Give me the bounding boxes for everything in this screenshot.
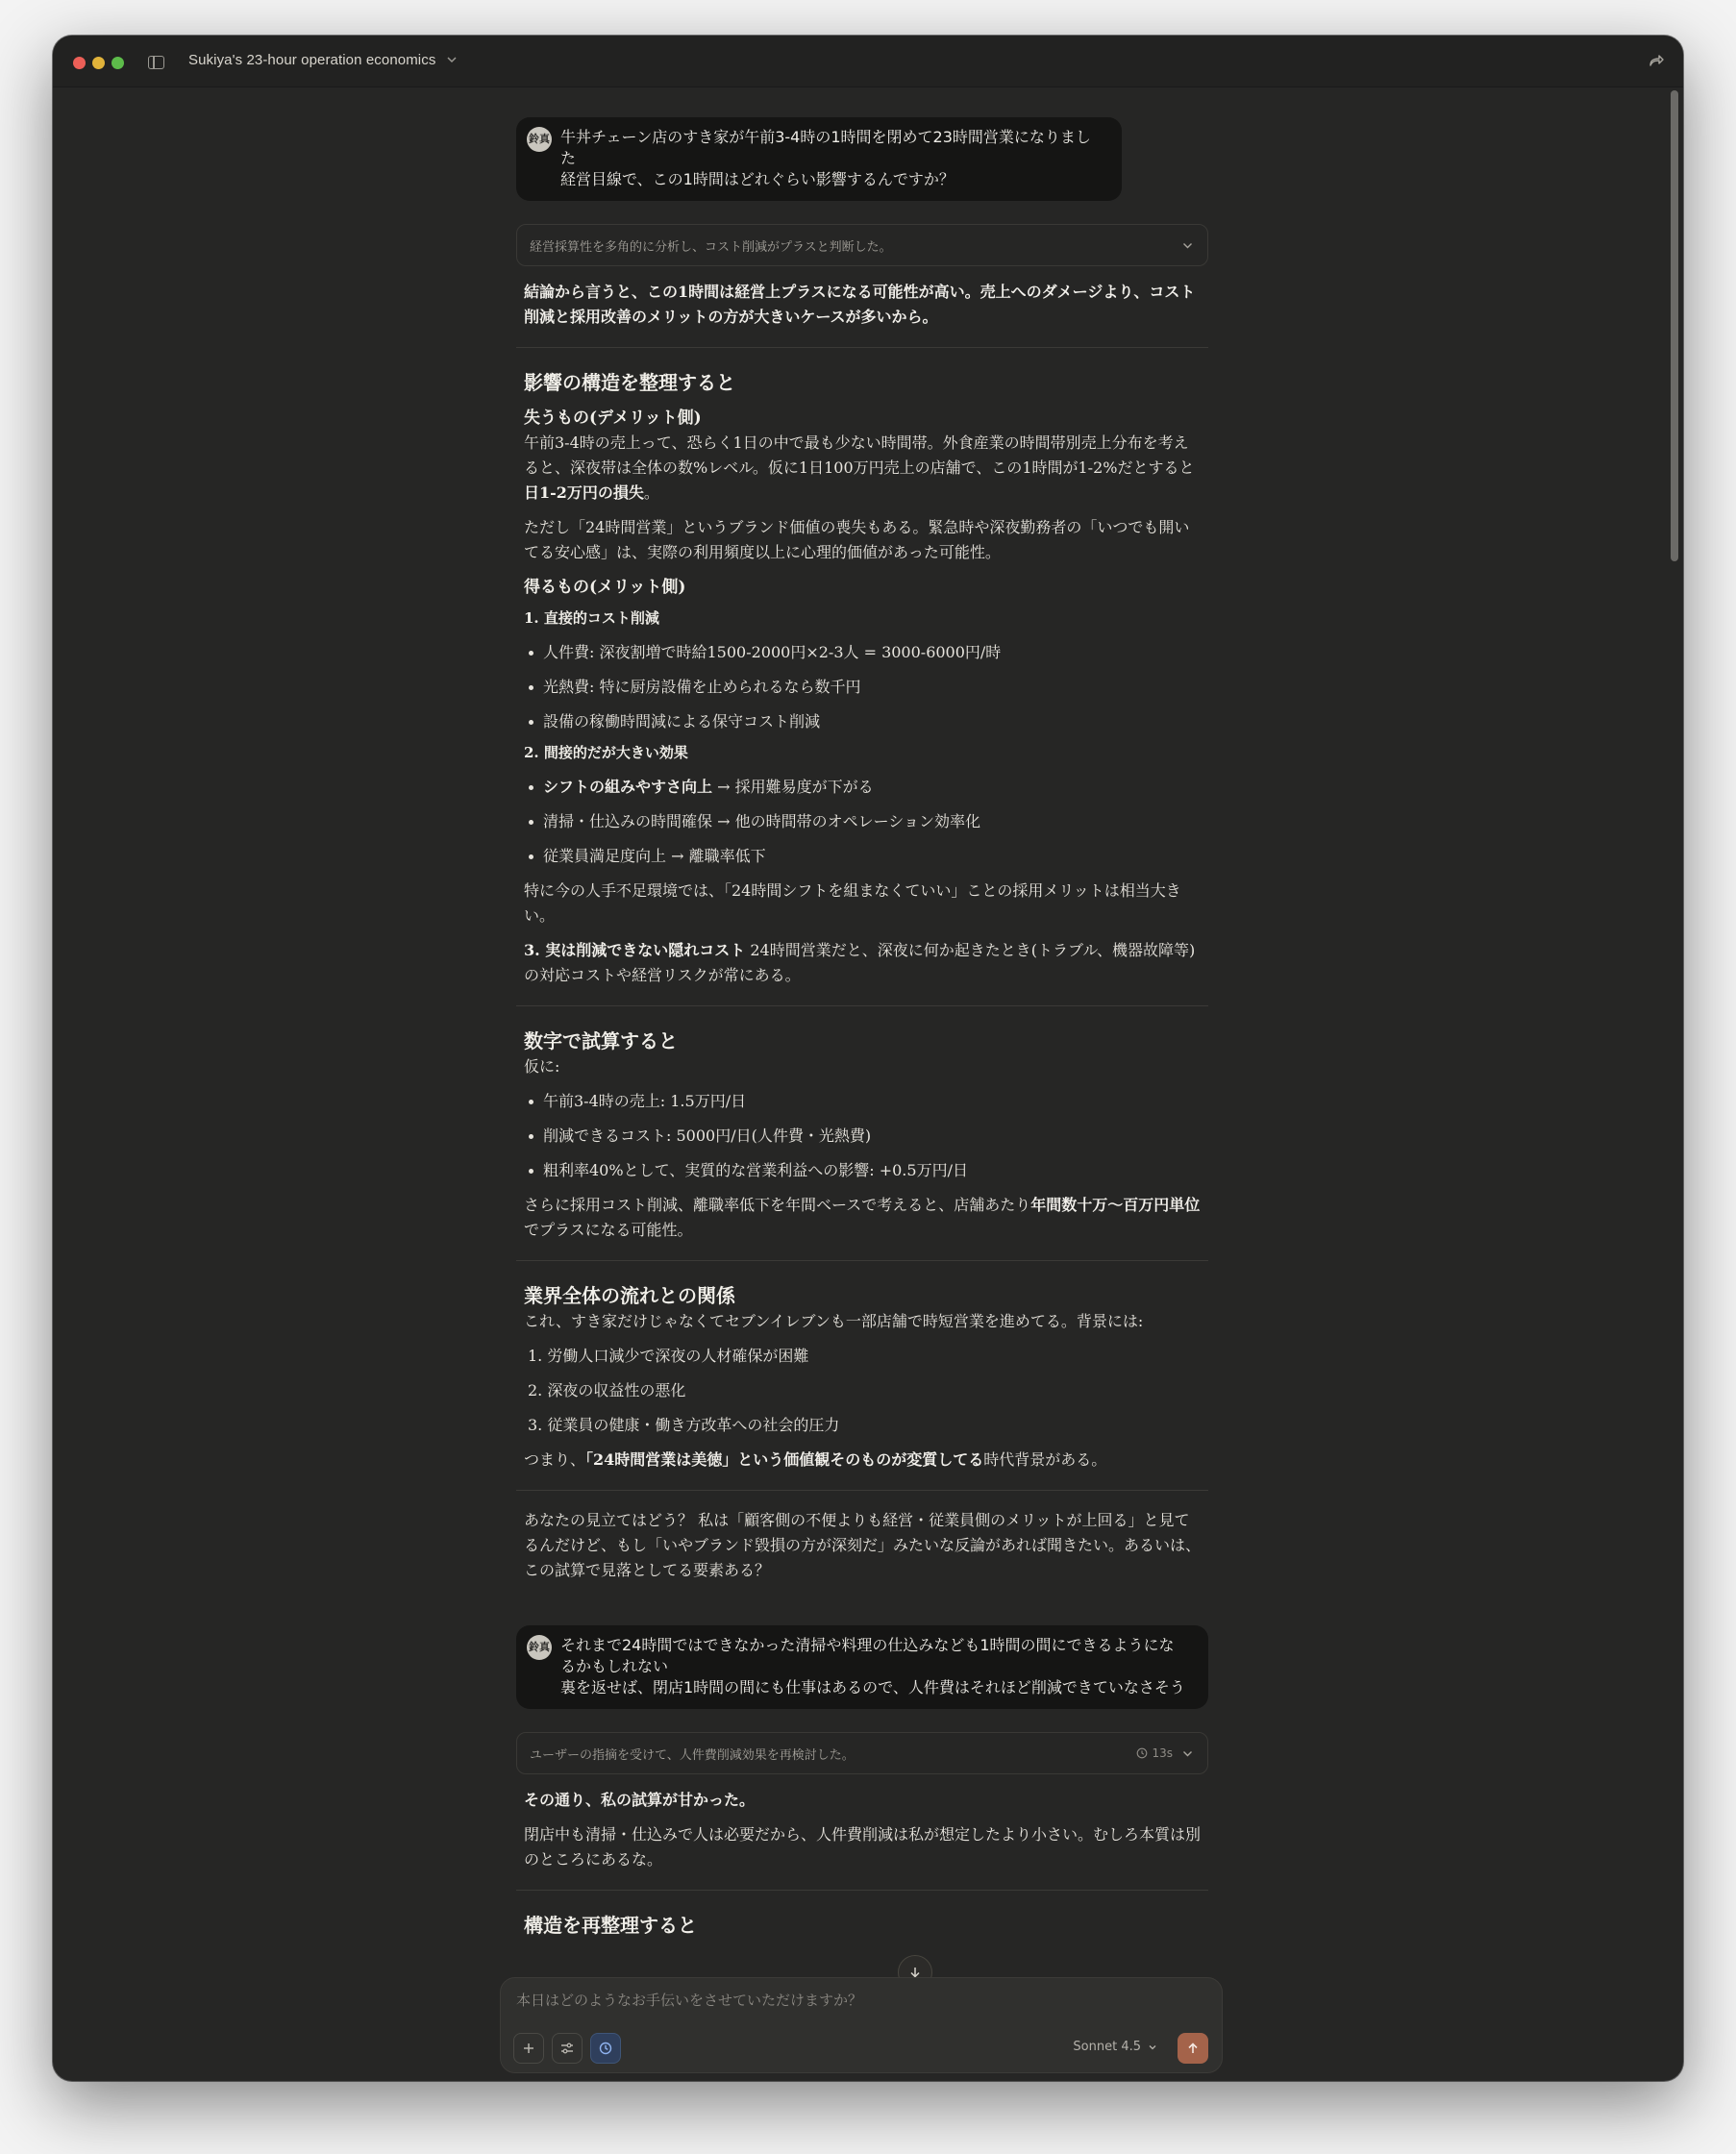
list-item: 粗利率40%として、実質的な営業利益への影響: +0.5万円/日 xyxy=(524,1158,1201,1183)
list-item: 人件費: 深夜割増で時給1500-2000円×2-3人 = 3000-6000円/時 xyxy=(524,640,1201,665)
plus-icon xyxy=(522,2042,535,2055)
numbered-list xyxy=(524,1344,1201,1438)
list-item: 設備の稼働時間減による保守コスト削減 xyxy=(524,709,1201,734)
paragraph: ただし「24時間営業」というブランド価値の喪失もある。緊急時や深夜勤務者の「いつでも開いてる安心感」は、実際の利用頻度以上に心理的価値があった可能性。 xyxy=(524,518,1190,561)
list-item: シフトの組みやすさ向上 → 採用難易度が下がる xyxy=(524,775,1201,800)
list-item: 午前3-4時の売上: 1.5万円/日 xyxy=(524,1089,1201,1114)
assistant-response xyxy=(516,1788,1208,1939)
bullet-list xyxy=(524,775,1201,869)
numbered-heading: 2. 間接的だが大きい効果 xyxy=(524,744,688,761)
model-name: Sonnet 4.5 xyxy=(1073,2040,1141,2054)
user-message xyxy=(516,117,1122,201)
share-icon[interactable] xyxy=(1647,51,1666,70)
assistant-response xyxy=(516,280,1208,1583)
thinking-summary-text: ユーザーの指摘を受けて、人件費削減効果を再検討した。 xyxy=(530,1747,855,1763)
thinking-summary[interactable] xyxy=(516,224,1208,266)
divider xyxy=(516,1490,1208,1491)
section-heading: 業界全体の流れとの関係 xyxy=(524,1284,735,1307)
close-window-button[interactable] xyxy=(73,57,86,69)
app-window xyxy=(53,36,1683,2081)
list-item: 削減できるコスト: 5000円/日(人件費・光熱費) xyxy=(524,1124,1201,1149)
zoom-window-button[interactable] xyxy=(112,57,124,69)
paragraph: 閉店中も清掃・仕込みで人は必要だから、人件費削減は私が想定したより小さい。むしろ本質は別のところにあるな。 xyxy=(524,1825,1202,1869)
minimize-window-button[interactable] xyxy=(92,57,105,69)
paragraph: 仮に: xyxy=(524,1057,560,1076)
sidebar-toggle-icon[interactable] xyxy=(148,56,164,69)
paragraph: 特に今の人手不足環境では、「24時間シフトを組まなくていい」ことの採用メリットは相当大きい。 xyxy=(524,881,1181,925)
sliders-icon xyxy=(559,2042,575,2055)
list-item: 光熱費: 特に厨房設備を止められるなら数千円 xyxy=(524,675,1201,700)
response-intro: その通り、私の試算が甘かった。 xyxy=(524,1791,756,1809)
titlebar xyxy=(53,36,1683,87)
list-item: 清掃・仕込みの時間確保 → 他の時間帯のオペレーション効率化 xyxy=(524,809,1201,834)
subsection-heading: 得るもの(メリット側) xyxy=(524,578,686,597)
user-message-line: 経営目線で、この1時間はどれぐらい影響するんですか？ xyxy=(560,170,955,188)
paragraph: つまり、「24時間営業は美徳」という価値観そのものが変質してる時代背景がある。 xyxy=(524,1450,1107,1469)
subsection-heading: 失うもの(デメリット側) xyxy=(524,409,702,428)
chevron-down-icon xyxy=(1180,1746,1195,1761)
composer xyxy=(500,1977,1223,2073)
add-attachment-button[interactable] xyxy=(513,2033,544,2064)
paragraph: さらに採用コスト削減、離職率低下を年間ベースで考えると、店舗あたり年間数十万〜百万円単位でプラスになる可能性。 xyxy=(524,1196,1201,1239)
chevron-down-icon xyxy=(1180,238,1195,253)
divider xyxy=(516,1005,1208,1006)
chevron-down-icon[interactable] xyxy=(444,52,459,67)
send-button[interactable] xyxy=(1178,2033,1208,2064)
thinking-summary[interactable] xyxy=(516,1732,1208,1774)
arrow-up-icon xyxy=(1186,2042,1200,2055)
closing-paragraph: あなたの見立てはどう？ 私は「顧客側の不便よりも経営・従業員側のメリットが上回る」と見てるんだけど、もし「いやブランド毀損の方が深刻だ」みたいな反論があれば聞きたい。あるいは、この試算で見落としてる要素ある？ xyxy=(524,1511,1202,1579)
divider xyxy=(516,1890,1208,1891)
user-message-line: それまで24時間ではできなかった清掃や料理の仕込みなども1時間の間にできるようになるかもしれない xyxy=(560,1636,1175,1675)
user-message-line: 裏を返せば、閉店1時間の間にも仕事はあるので、人件費はそれほど削減できていなさそう xyxy=(560,1678,1185,1696)
thinking-summary-text: 経営採算性を多角的に分析し、コスト削減がプラスと判断した。 xyxy=(530,239,892,255)
bullet-list xyxy=(524,640,1201,734)
clock-icon xyxy=(598,2041,613,2056)
paragraph: 午前3-4時の売上って、恐らく1日の中で最も少ない時間帯。外食産業の時間帯別売上分布を考えると、深夜帯は全体の数%レベル。仮に1日100万円売上の店舗で、この1時間が1-2%だとすると日1-2万円の損失。 xyxy=(524,433,1195,502)
extended-thinking-button[interactable] xyxy=(590,2033,621,2064)
list-item: 従業員満足度向上 → 離職率低下 xyxy=(524,844,1201,869)
bullet-list xyxy=(524,1089,1201,1183)
model-selector[interactable] xyxy=(1073,2040,1158,2054)
numbered-heading: 1. 直接的コスト削減 xyxy=(524,609,659,627)
section-heading: 影響の構造を整理すると xyxy=(524,371,735,394)
avatar: 鈴真 xyxy=(527,127,552,152)
tools-button[interactable] xyxy=(552,2033,583,2064)
user-message-line: 牛丼チェーン店のすき家が午前3-4時の1時間を閉めて23時間営業になりました xyxy=(560,128,1091,167)
thinking-duration: 13s xyxy=(1136,1746,1173,1760)
list-item: 2. 深夜の収益性の悪化 xyxy=(528,1381,686,1399)
message-input[interactable] xyxy=(516,1992,1189,2009)
list-item: 1. 労働人口減少で深夜の人材確保が困難 xyxy=(528,1347,809,1365)
paragraph: 3. 実は削減できない隠れコスト 24時間営業だと、深夜に何か起きたとき(トラブル、機器故障等)の対応コストや経営リスクが常にある。 xyxy=(524,941,1196,984)
conversation xyxy=(516,117,1208,1939)
divider xyxy=(516,1260,1208,1261)
user-message xyxy=(516,1625,1208,1709)
list-item: 3. 従業員の健康・働き方改革への社会的圧力 xyxy=(528,1416,840,1434)
chevron-down-icon xyxy=(1147,2042,1158,2053)
avatar: 鈴真 xyxy=(527,1635,552,1660)
response-intro: 結論から言うと、この1時間は経営上プラスになる可能性が高い。売上へのダメージより、コスト削減と採用改善のメリットの方が大きいケースが多いから。 xyxy=(524,283,1196,326)
clock-icon xyxy=(1136,1747,1148,1759)
paragraph: これ、すき家だけじゃなくてセブンイレブンも一部店舗で時短営業を進めてる。背景には: xyxy=(524,1312,1144,1330)
section-heading: 数字で試算すると xyxy=(524,1029,678,1052)
divider xyxy=(516,347,1208,348)
section-heading: 構造を再整理すると xyxy=(524,1914,697,1937)
conversation-title[interactable]: Sukiya's 23-hour operation economics xyxy=(188,52,436,68)
scrollbar[interactable] xyxy=(1671,90,1678,561)
